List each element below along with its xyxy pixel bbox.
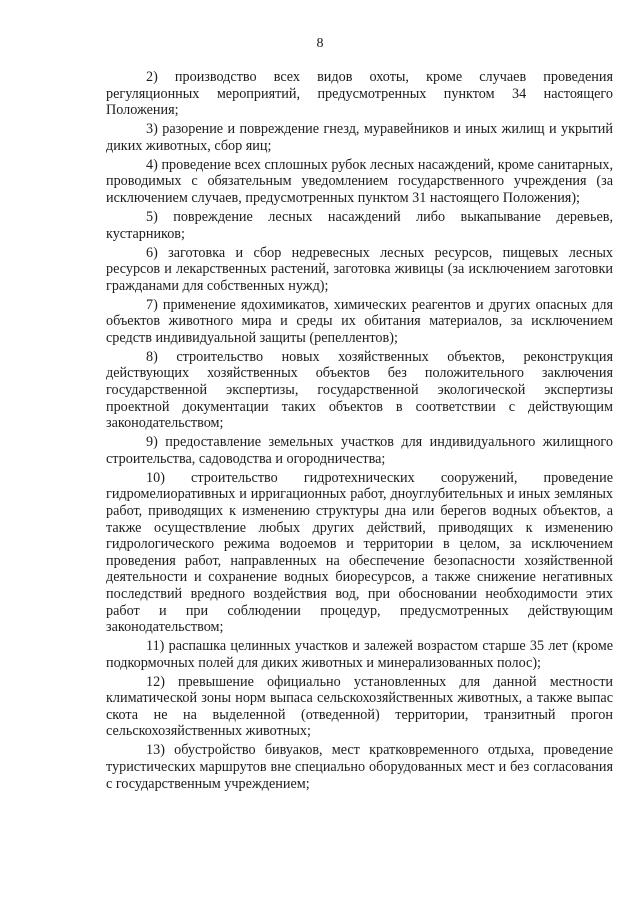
list-item: 7) применение ядохимикатов, химических реагентов и других опасных для объектов животного мира и среды их обитания материалов, за исключением средств индивидуальной защиты (репеллентов); — [106, 296, 613, 346]
list-item: 5) повреждение лесных насаждений либо выкапывание деревьев, кустарников; — [106, 208, 613, 242]
list-item: 13) обустройство бивуаков, мест кратковременного отдыха, проведение туристических маршрутов вне специально оборудованных мест и без согласования с государственным учреждением; — [106, 742, 613, 792]
list-item: 3) разорение и повреждение гнезд, муравейников и иных жилищ и укрытий диких животных, сбор яиц; — [106, 121, 613, 154]
list-item: 4) проведение всех сплошных рубок лесных насаждений, кроме санитарных, проводимых с обязательным уведомлением государственного учреждения (за исключением случаев, предусмотренных пунктом 31 настоящего Положения); — [106, 156, 613, 206]
list-item: 2) производство всех видов охоты, кроме случаев проведения регуляционных мероприятий, предусмотренных пунктом 34 настоящего Положения; — [106, 69, 613, 119]
page-number: 8 — [316, 36, 324, 51]
list-item: 9) предоставление земельных участков для индивидуального жилищного строительства, садоводства и огородничества; — [106, 434, 613, 467]
list-item: 10) строительство гидротехнических сооружений, проведение гидромелиоративных и ирригационных работ, дноуглубительных и иных земляных работ, приводящих к изменению структуры дна или берегов водных объектов, а также осуществление любых других действий, приводящих к изменению гидрологического режима водоемов и территории в целом, за исключением проведения работ, направленных на обеспечение безопасности хозяйственной деятельности и сохранение водных биоресурсов, а также снижение негативных последствий вредного воздействия вод, при обосновании необходимости этих работ и при соблюдении процедур, предусмотренных действующим законодательством; — [106, 469, 613, 636]
list-item: 8) строительство новых хозяйственных объектов, реконструкция действующих хозяйственных объектов без положительного заключения государственной экспертизы, государственной экологической экспертизы проектной документации таких объектов в соответствии с действующим законодательством; — [106, 348, 613, 432]
list-item: 6) заготовка и сбор недревесных лесных ресурсов, пищевых лесных ресурсов и лекарственных растений, заготовка живицы (за исключением заготовки гражданами для собственных нужд); — [106, 244, 613, 294]
list-item: 12) превышение официально установленных для данной местности климатической зоны норм выпаса сельскохозяйственных животных, а также выпас скота не на выделенной (отведенной) территории, транзитный прогон сельскохозяйственных животных; — [106, 673, 613, 740]
list-item: 11) распашка целинных участков и залежей возрастом старше 35 лет (кроме подкормочных полей для диких животных и минерализованных полос); — [106, 638, 613, 671]
document-body — [106, 69, 613, 795]
